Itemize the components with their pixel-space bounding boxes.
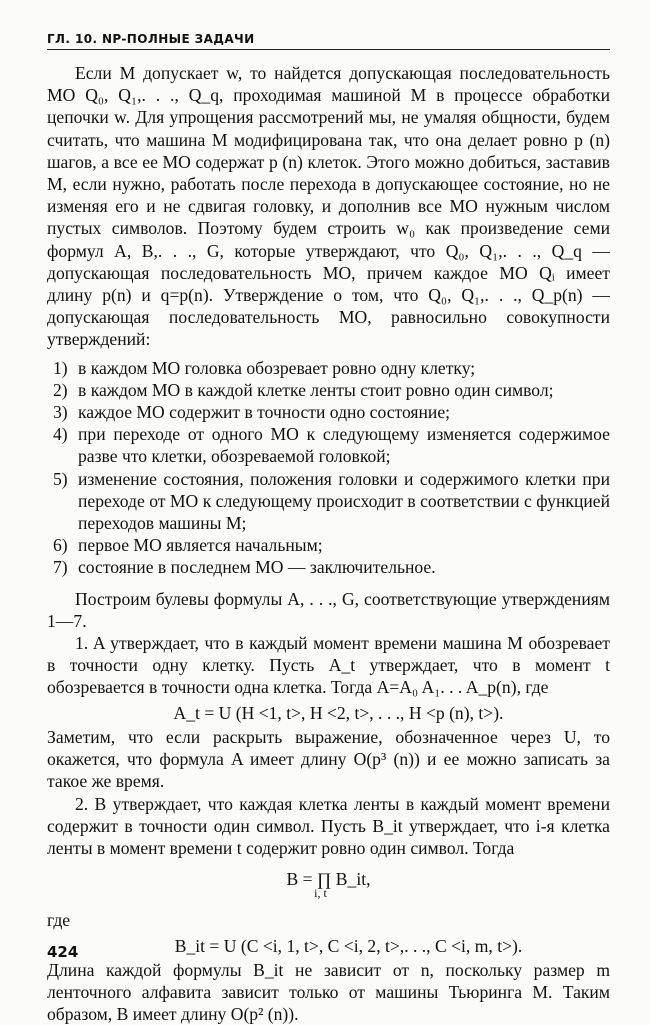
formula-b-it: B_it = U (C <i, 1, t>, C <i, 2, t>,. . ., C <i, m, t>).	[174, 935, 523, 956]
list-item: 1) в каждом МО головка обозревает ровно одну клетку;	[53, 357, 476, 378]
list-item: 5) изменение состояния, положения головки и содержимого клетки при переходе от МО к следующему происходит в соответствии с функцией переходов машины M;	[53, 468, 610, 534]
paragraph-formula-b: 2. B утверждает, что каждая клетка ленты в каждый момент времени содержит в точности один символ. Пусть B_it утверждает, что i-я клетка ленты в момент времени t содержит ровно один символ. Тогда	[47, 793, 610, 858]
paragraph-intro: Если M допускает w, то найдется допускающая последовательность МО Q₀, Q₁,. . ., Q_q, проходимая машиной M в процессе обработки цепочки w. Для упрощения рассмотрений мы, не умаляя общности, будем считать, что машина M модифицирована так, что она делает ровно p (n) шагов, а все ее МО содержат p (n) клеток. Этого можно добиться, заставив M, если нужно, работать после перехода в допускающее состояние, но не изменяя его и не сдвигая головку, и дополнив все МО нужным числом пустых символов. Поэтому будем строить w₀ как произведение семи формул A, B,. . ., G, которые утверждают, что Q₀, Q₁,. . ., Q_q — допускающая последовательность МО, причем каждое МО Qᵢ имеет длину p(n) и q=p(n). Утверждение о том, что Q₀, Q₁,. . ., Q_p(n) — допускающая последовательность МО, равносильно совокупности утверждений:	[47, 63, 610, 350]
paragraph-formulas-intro: Построим булевы формулы A, . . ., G, соответствующие утверждениям 1—7.	[47, 588, 610, 631]
formula-b-product-subscript: i, t	[314, 886, 327, 901]
running-header: ГЛ. 10. NP-ПОЛНЫЕ ЗАДАЧИ	[47, 32, 610, 50]
list-item: 3) каждое МО содержит в точности одно состояние;	[53, 402, 451, 423]
page-number: 424	[47, 943, 79, 961]
formula-b-product	[47, 868, 610, 899]
formula-a-t: A_t = U (H <1, t>, H <2, t>, . . ., H <p (n), t>).	[173, 702, 504, 723]
paragraph-formula-a: 1. A утверждает, что в каждый момент времени машина M обозревает в точности одну клетку. Пусть A_t утверждает, что в момент t обозревается в точности одна клетка. Тогда A=A₀ A₁. . . A_p(n), где	[47, 633, 610, 698]
paragraph-length-note: Заметим, что если раскрыть выражение, обозначенное через U, то окажется, что формула A имеет длину O(p³ (n)) и ее можно записать за такое же время.	[47, 726, 610, 792]
formula-b-product-main: B = ∏ B_it,	[286, 869, 371, 890]
list-item: 7) состояние в последнем МО — заключительное.	[53, 557, 436, 578]
list-item: 4) при переходе от одного МО к следующему изменяется содержимое разве что клетки, обозреваемой головкой;	[53, 424, 610, 467]
list-item: 2) в каждом МО в каждой клетке ленты стоит ровно один символ;	[53, 379, 554, 400]
paragraph-formula-b-length: Длина каждой формулы B_it не зависит от n, поскольку размер m ленточного алфавита зависит только от машины Тьюринга M. Таким образом, B имеет длину O(p² (n)).	[47, 959, 610, 1025]
statements-list	[47, 357, 610, 579]
main-text	[47, 62, 610, 1025]
list-item: 6) первое МО является начальным;	[53, 535, 323, 556]
word-where: где	[47, 910, 71, 931]
